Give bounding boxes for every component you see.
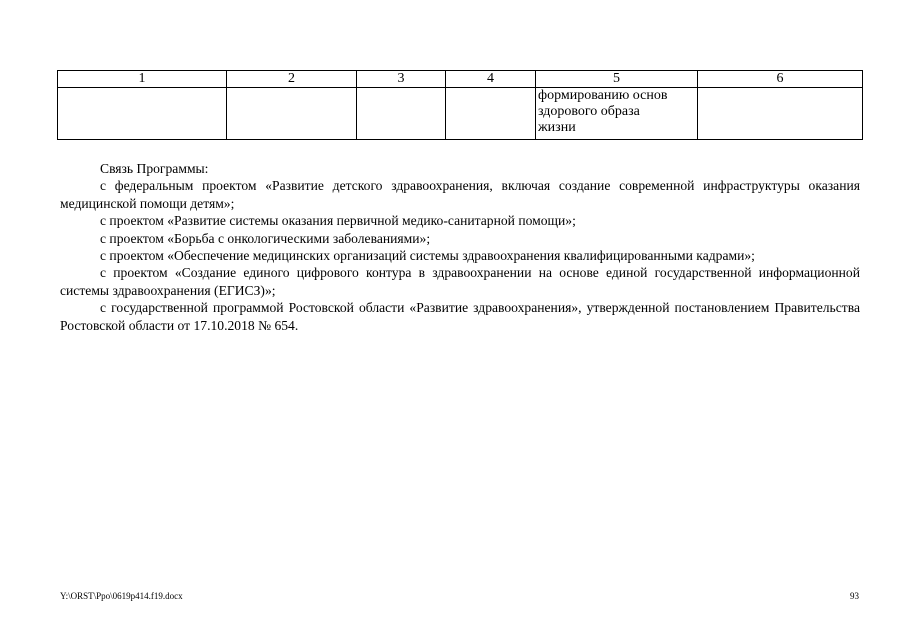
column-header-2: 2 xyxy=(227,71,357,88)
footer-file-path: Y:\ORST\Ppo\0619p414.f19.docx xyxy=(60,591,183,601)
table-cell-6 xyxy=(698,88,863,140)
table-cell-2 xyxy=(227,88,357,140)
cell-text-line: здорового образа xyxy=(538,104,640,119)
column-header-1: 1 xyxy=(58,71,227,88)
program-table xyxy=(57,70,863,140)
cell-text-line: формированию основ xyxy=(538,88,668,103)
table-cell-3 xyxy=(357,88,446,140)
paragraph: с государственной программой Ростовской области «Развитие здравоохранения», утвержденной постановлением Правительства Ростовской области от 17.10.2018 № 654. xyxy=(60,300,860,333)
paragraph: с проектом «Создание единого цифрового контура в здравоохранении на основе единой государственной информационной системы здравоохранения (ЕГИСЗ)»; xyxy=(60,265,860,298)
column-header-4: 4 xyxy=(446,71,536,88)
table-header-row xyxy=(58,71,863,88)
paragraph: с федеральным проектом «Развитие детского здравоохранения, включая создание современной инфраструктуры оказания медицинской помощи детям»; xyxy=(60,178,860,211)
table-row xyxy=(58,88,863,140)
page-number: 93 xyxy=(850,591,859,601)
paragraph: с проектом «Обеспечение медицинских организаций системы здравоохранения квалифицированными кадрами»; xyxy=(100,248,755,264)
table-cell-1 xyxy=(58,88,227,140)
column-header-3: 3 xyxy=(357,71,446,88)
table-cell-5 xyxy=(536,88,698,140)
section-heading: Связь Программы: xyxy=(100,161,209,176)
paragraph: с проектом «Развитие системы оказания первичной медико-санитарной помощи»; xyxy=(100,213,576,229)
paragraph: с проектом «Борьба с онкологическими заболеваниями»; xyxy=(100,230,431,246)
column-header-6: 6 xyxy=(698,71,863,88)
column-header-5: 5 xyxy=(536,71,698,88)
body-text xyxy=(60,160,860,334)
cell-text-line: жизни xyxy=(538,120,576,135)
table-cell-4 xyxy=(446,88,536,140)
